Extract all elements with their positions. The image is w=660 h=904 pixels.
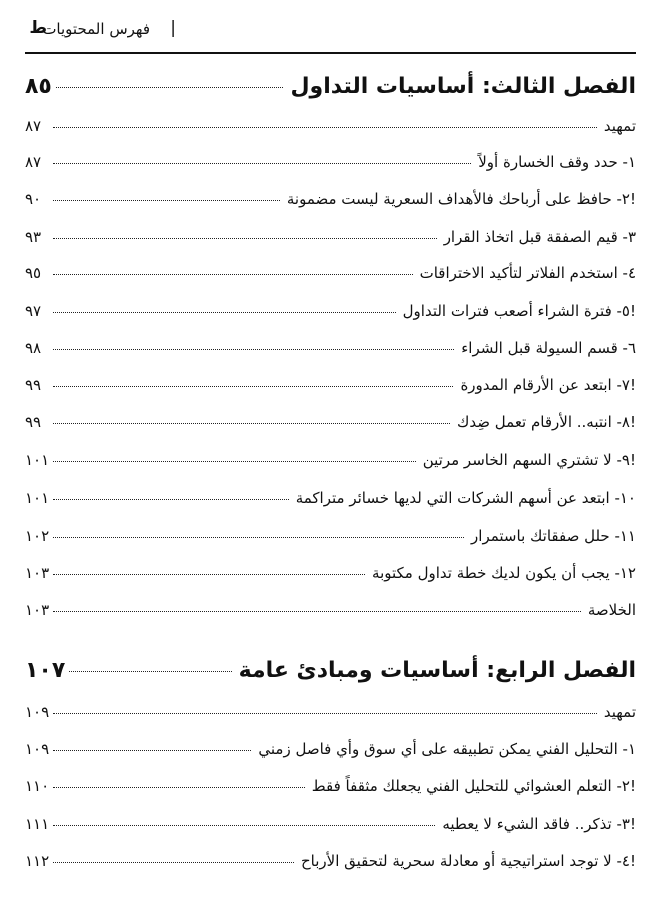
chapter-heading[interactable]: [25, 658, 636, 683]
toc-entry[interactable]: [25, 489, 636, 507]
toc-entry[interactable]: [25, 117, 636, 135]
entry-title: ١١- حلل صفقاتك باستمرار: [471, 527, 636, 545]
dot-leader: [53, 611, 581, 612]
dot-leader: [53, 127, 597, 128]
dot-leader: [53, 713, 597, 714]
toc-entry[interactable]: [25, 777, 636, 795]
entry-page: ٩٨: [25, 339, 42, 357]
entry-title: ٤- لا توجد استراتيجية أو معادلة سحرية لتحقيق الأرباح!: [300, 852, 636, 870]
entry-title: ٣- تذكر.. فاقد الشيء لا يعطيه!: [442, 815, 636, 833]
dot-leader: [53, 386, 453, 387]
chapter-title: الفصل الرابع: أساسيات ومبادئ عامة: [238, 658, 636, 683]
toc-entry[interactable]: [25, 376, 636, 394]
entry-page: ٩٥: [25, 264, 42, 282]
toc-entry[interactable]: [25, 564, 636, 582]
dot-leader: [53, 499, 289, 500]
entry-title: ١٢- يجب أن يكون لديك خطة تداول مكتوبة: [372, 564, 636, 582]
dot-leader: [53, 461, 416, 462]
entry-title: ٥- فترة الشراء أصعب فترات التداول!: [402, 302, 636, 320]
entry-title: تمهيد: [603, 117, 636, 135]
entry-page: ٨٧: [25, 153, 42, 171]
toc-entry[interactable]: [25, 264, 636, 282]
dot-leader: [53, 200, 280, 201]
dot-leader: [53, 163, 471, 164]
entry-page: ٩٣: [25, 228, 42, 246]
entry-page: ٩٩: [25, 413, 42, 431]
toc-entry[interactable]: [25, 228, 636, 246]
entry-title: ٤- استخدم الفلاتر لتأكيد الاختراقات: [419, 264, 636, 282]
dot-leader: [53, 537, 464, 538]
entry-page: ١٠٣: [25, 601, 50, 619]
entry-page: ١٠١: [25, 489, 50, 507]
entry-title: ١- حدد وقف الخسارة أولاً: [478, 153, 636, 171]
dot-leader: [53, 574, 365, 575]
header-separator: |: [170, 18, 176, 38]
toc-entry[interactable]: [25, 703, 636, 721]
entry-page: ٩٩: [25, 376, 42, 394]
dot-leader: [53, 750, 251, 751]
dot-leader: [56, 87, 284, 88]
entry-title: ٣- قيم الصفقة قبل اتخاذ القرار: [443, 228, 636, 246]
toc-entry[interactable]: [25, 740, 636, 758]
toc-entry[interactable]: [25, 339, 636, 357]
toc-entry[interactable]: [25, 153, 636, 171]
header-title: فهرس المحتويات: [42, 20, 150, 38]
entry-title: ٩- لا تشتري السهم الخاسر مرتين!: [422, 451, 636, 469]
toc-entry[interactable]: [25, 302, 636, 320]
entry-page: ١١١: [25, 815, 50, 833]
entry-page: ١٠١: [25, 451, 50, 469]
dot-leader: [53, 825, 435, 826]
entry-page: ٨٧: [25, 117, 42, 135]
dot-leader: [53, 862, 294, 863]
dot-leader: [53, 238, 437, 239]
chapter-page: ٨٥: [25, 74, 52, 99]
header-page-number: ط: [29, 18, 47, 38]
entry-title: الخلاصة: [587, 601, 636, 619]
dot-leader: [53, 423, 450, 424]
toc-entry[interactable]: [25, 527, 636, 545]
toc-entry[interactable]: [25, 413, 636, 431]
chapter-title: الفصل الثالث: أساسيات التداول: [290, 74, 636, 99]
entry-title: ٦- قسم السيولة قبل الشراء: [461, 339, 636, 357]
dot-leader: [53, 349, 454, 350]
entry-title: ٢- حافظ على أرباحك فالأهداف السعرية ليست مضمونة!: [286, 190, 636, 208]
toc-entry[interactable]: [25, 601, 636, 619]
toc-entry[interactable]: [25, 815, 636, 833]
entry-title: ٢- التعلم العشوائي للتحليل الفني يجعلك مثقفاً فقط!: [311, 777, 636, 795]
dot-leader: [69, 671, 231, 672]
dot-leader: [53, 274, 413, 275]
running-header: [0, 14, 660, 44]
entry-title: ٨- انتبه.. الأرقام تعمل ضِدك!: [457, 413, 636, 431]
entry-title: ١٠- ابتعد عن أسهم الشركات التي لديها خسائر متراكمة: [295, 489, 636, 507]
entry-title: تمهيد: [603, 703, 636, 721]
entry-page: ٩٠: [25, 190, 42, 208]
entry-title: ٧- ابتعد عن الأرقام المدورة!: [460, 376, 636, 394]
header-rule: [25, 52, 636, 54]
entry-page: ١١٢: [25, 852, 50, 870]
toc-entry[interactable]: [25, 190, 636, 208]
toc-entry[interactable]: [25, 852, 636, 870]
entry-page: ١٠٩: [25, 703, 50, 721]
entry-page: ١١٠: [25, 777, 50, 795]
entry-page: ١٠٣: [25, 564, 50, 582]
dot-leader: [53, 312, 396, 313]
chapter-heading[interactable]: [25, 74, 636, 99]
toc-entry[interactable]: [25, 451, 636, 469]
entry-page: ١٠٢: [25, 527, 50, 545]
dot-leader: [53, 787, 305, 788]
entry-page: ١٠٩: [25, 740, 50, 758]
chapter-page: ١٠٧: [25, 658, 66, 683]
entry-page: ٩٧: [25, 302, 42, 320]
entry-title: ١- التحليل الفني يمكن تطبيقه على أي سوق وأي فاصل زمني: [258, 740, 636, 758]
